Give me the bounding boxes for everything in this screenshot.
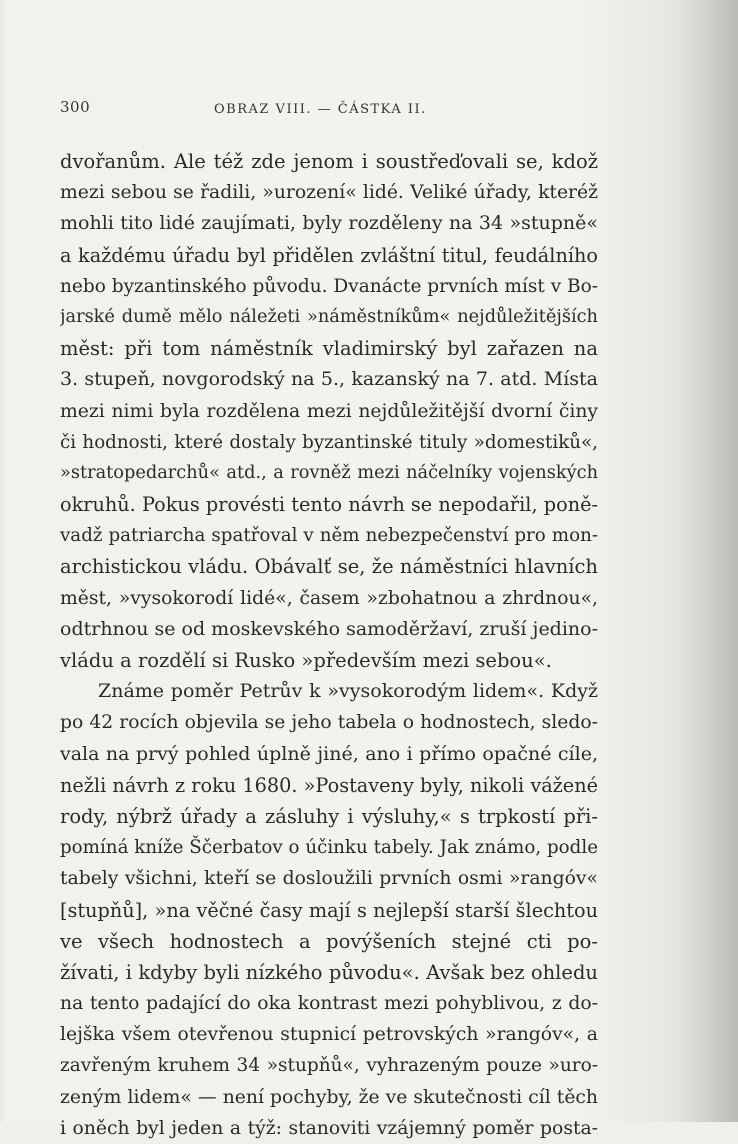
- text-line: mohli tito lidé zaujímati, byly rozděleny na 34 »stupně«: [60, 212, 598, 235]
- text-line: žívati, i kdyby byli nízkého původu«. Avšak bez ohledu: [60, 960, 598, 984]
- text-line: i oněch byl jeden a týž: stanoviti vzájemný poměr posta-: [60, 1117, 598, 1139]
- text-line: po 42 rocích objevila se jeho tabela o hodnostech, sledo-: [60, 712, 598, 734]
- text-line: mezi sebou se řadili, »urození« lidé. Veliké úřady, kteréž: [60, 182, 598, 204]
- text-line: mezi nimi byla rozdělena mezi nejdůležitější dvorní činy: [60, 400, 598, 422]
- text-line: měst, »vysokorodí lidé«, časem »zbohatnou a zhrdnou«,: [60, 587, 598, 609]
- text-line: nebo byzantinského původu. Dvanácte prvních míst v Bo-: [60, 275, 598, 297]
- text-line: vala na prvý pohled úplně jiné, ano i přímo opačné cíle,: [60, 742, 598, 765]
- text-line: pomíná kníže Ščerbatov o účinku tabely. Jak známo, podle: [60, 837, 598, 859]
- text-line: zavřeným kruhem 34 »stupňů«, vyhrazeným pouze »uro-: [60, 1055, 598, 1077]
- text-line: zeným lidem« — není pochyby, že ve skutečnosti cíl těch: [60, 1086, 598, 1108]
- text-line: měst: při tom náměstník vladimirský byl zařazen na: [60, 337, 598, 361]
- text-line: lejška všem otevřenou stupnicí petrovských »rangóv«, a: [60, 1024, 598, 1046]
- text-line: na tento padající do oka kontrast mezi pohyblivou, z do-: [60, 993, 598, 1015]
- text-line: vadž patriarcha spatřoval v něm nebezpečenství pro mon-: [60, 525, 598, 547]
- text-line: [stupňů], »na věčné časy mají s nejlepší starší šlechtou: [60, 898, 598, 922]
- text-line: či hodnosti, které dostaly byzantinské tituly »domestiků«,: [60, 431, 598, 453]
- text-line: nežli návrh z roku 1680. »Postaveny byly, nikoli vážené: [60, 773, 598, 797]
- text-line: dvořanům. Ale též zde jenom i soustřeďovali se, kdož: [60, 150, 598, 173]
- text-line: okruhů. Pokus provésti tento návrh se nepodařil, poně-: [60, 493, 598, 517]
- text-line: 3. stupeň, novgorodský na 5., kazanský na 7. atd. Místa: [60, 368, 598, 391]
- text-line: archistickou vládu. Obávalť se, že náměstníci hlavních: [60, 555, 598, 579]
- text-line: tabely všichni, kteří se dosloužili prvních osmi »rangóv«: [60, 868, 598, 890]
- text-line: a každému úřadu byl přidělen zvláštní titul, feudálního: [60, 243, 598, 267]
- running-head: OBRAZ VIII. — ČÁSTKA II.: [214, 102, 427, 117]
- page-number: 300: [60, 98, 91, 116]
- text-line: ve všech hodnostech a povýšeních stejné cti po-: [60, 929, 598, 953]
- text-line: »stratopedarchů« atd., a rovněž mezi náčelníky vojenských: [60, 462, 598, 483]
- text-line: rody, nýbrž úřady a zásluhy i výsluhy,« s trpkostí při-: [60, 804, 598, 828]
- gutter-shadow: [676, 0, 738, 1122]
- text-line: jarské dumě mělo náležeti »náměstníkům« nejdůležitějších: [60, 306, 598, 327]
- text-line: vládu a rozdělí si Rusko »především mezi sebou«.: [60, 649, 552, 672]
- text-line: odtrhnou se od moskevského samoděržaví, zruší jedino-: [60, 617, 598, 640]
- scan-edge: [0, 0, 6, 1122]
- body-text: [60, 146, 598, 1144]
- text-line: Známe poměr Petrův k »vysokorodým lidem«. Když: [98, 680, 598, 703]
